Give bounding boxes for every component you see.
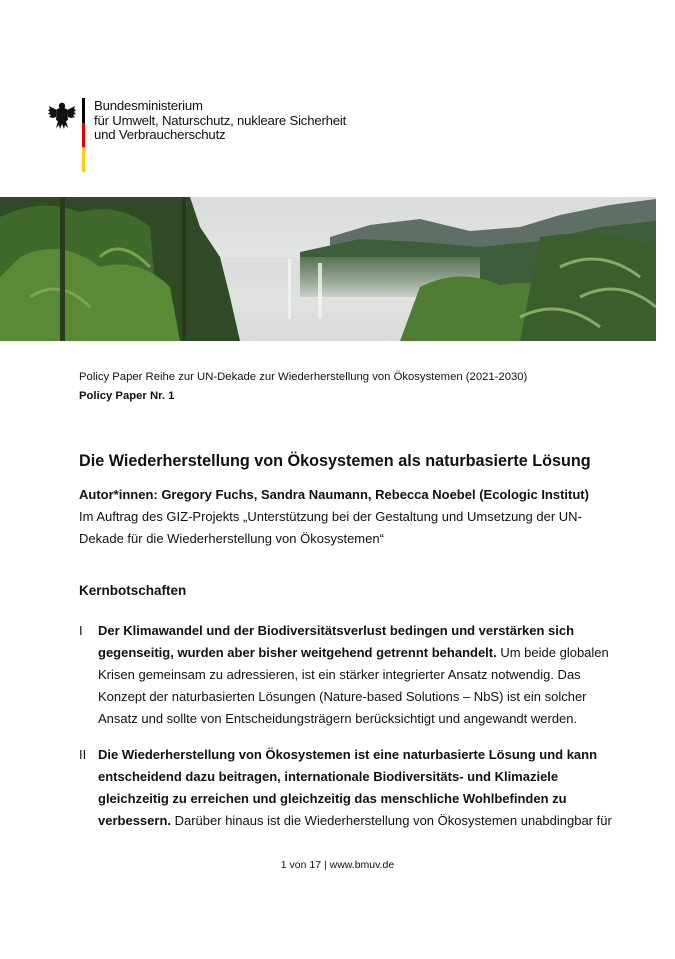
key-message-2 [79,744,619,832]
flag-red [82,123,85,148]
ministry-line-1: Bundesministerium [94,98,203,113]
key-message-1 [79,620,619,730]
ministry-name [94,99,346,143]
series-title: Policy Paper Reihe zur UN-Dekade zur Wiederherstellung von Ökosystemen (2021-2030) [79,371,528,383]
ministry-line-2: für Umwelt, Naturschutz, nukleare Sicherheit [94,112,347,128]
authors: Autor*innen: Gregory Fuchs, Sandra Naumann, Rebecca Noebel (Ecologic Institut) [79,487,589,502]
paper-number: Policy Paper Nr. 1 [79,390,175,402]
message-bold-text: Der Klimawandel und der Biodiversitätsverlust bedingen und verstärken sich gegenseitig, wurden aber bisher weitgehend getrennt behandelt. [98,623,575,660]
section-heading: Kernbotschaften [79,583,187,598]
message-numeral: I [79,623,83,638]
flag-black [82,98,85,123]
federal-eagle-icon [48,100,76,130]
page-footer: 1 von 17 | www.bmuv.de [280,859,395,871]
message-numeral: II [79,747,87,762]
ministry-header [48,98,388,172]
flag-gold [82,147,85,172]
rainforest-banner-image [0,197,656,341]
commission-note: Im Auftrag des GIZ-Projekts „Unterstützung bei der Gestaltung und Umsetzung der UN-Dekade für die Wiederherstellung von Ökosystemen“ [79,509,582,546]
message-text: Um beide globalen Krisen gemeinsam zu adressieren, ist ein stärker integrierter Ansatz notwendig. Das Konzept der naturbasierten Lösungen (Nature-based Solutions – NbS) ist ein solcher Ansatz und sollte von Entscheidungsträgern berücksichtigt und angewandt werden. [98,645,609,726]
message-bold-text: Die Wiederherstellung von Ökosystemen ist eine naturbasierte Lösung und kann entscheidend dazu beitragen, internationale Biodiversitäts- und Klimaziele gleichzeitig zu erreichen und gleichzeitig das menschliche Wohlbefinden zu verbessern. [98,747,598,828]
message-text: Darüber hinaus ist die Wiederherstellung von Ökosystemen unabdingbar für [171,813,612,828]
document-title: Die Wiederherstellung von Ökosystemen als naturbasierte Lösung [79,452,591,470]
german-flag-bar [82,98,85,172]
ministry-line-3: und Verbraucherschutz [94,127,226,142]
